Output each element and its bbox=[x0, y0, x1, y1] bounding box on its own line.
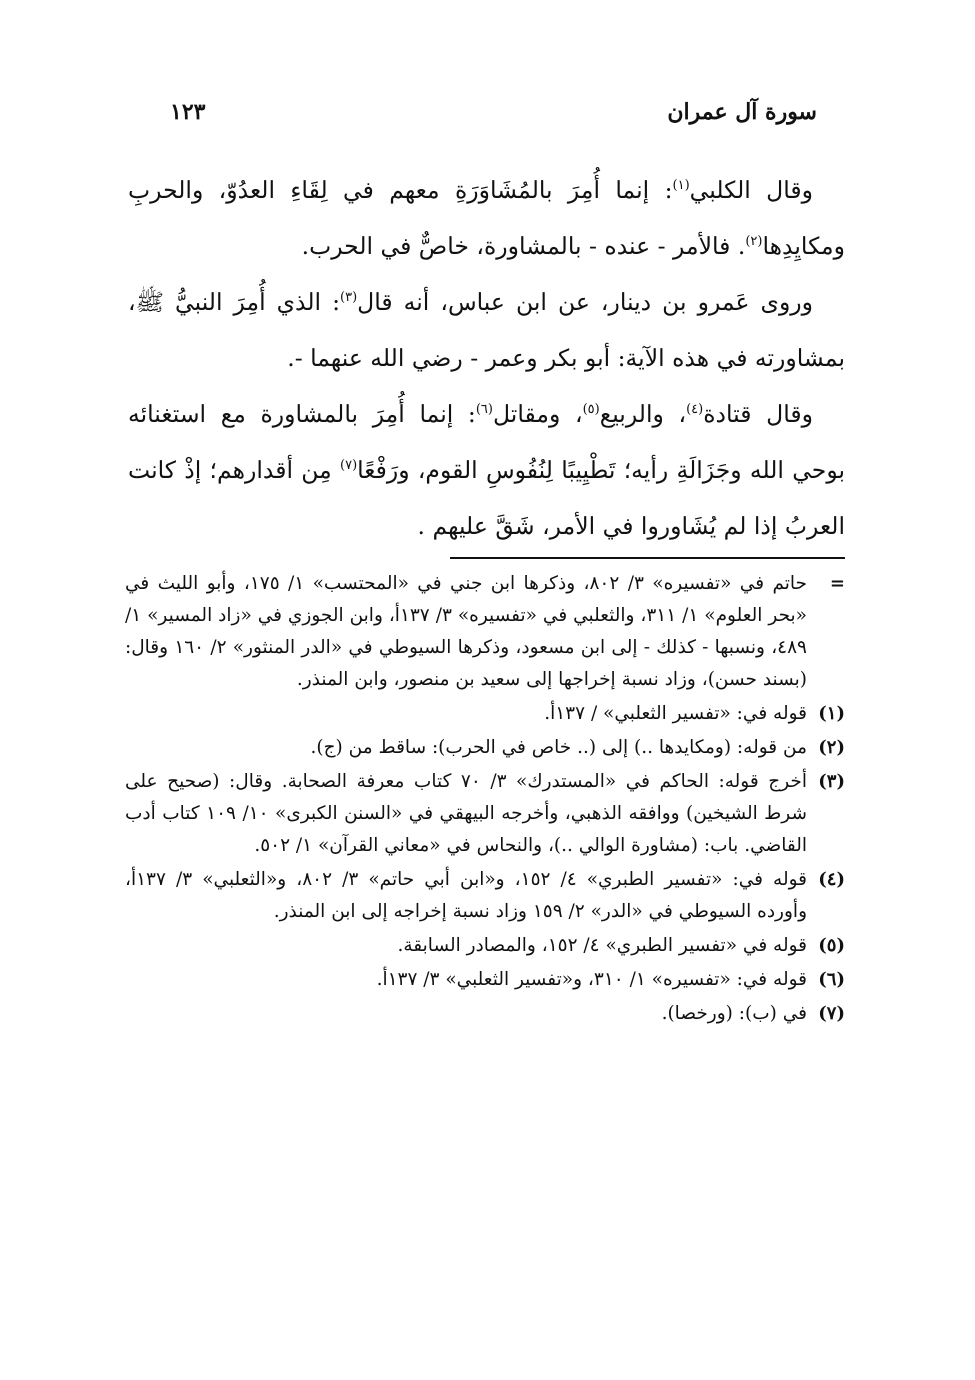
paragraph-3 bbox=[128, 386, 845, 554]
paragraph-1 bbox=[128, 162, 845, 274]
surah-title: سورة آل عمران bbox=[667, 99, 817, 125]
footnote-ref-6[interactable]: (٦) bbox=[475, 402, 493, 418]
footnote-number: (١) bbox=[818, 703, 845, 724]
p3-a: وقال قتادة bbox=[703, 400, 813, 428]
footnote-text: قوله في: «تفسيره» ١/ ٣١٠، و«تفسير الثعلبي» ٣/ ١٣٧أ. bbox=[376, 969, 807, 990]
paragraph-2 bbox=[128, 274, 845, 386]
p3-c: ، ومقاتل bbox=[492, 400, 583, 428]
footnote-ref-2[interactable]: (٢) bbox=[745, 234, 763, 250]
footnote-number: (٢) bbox=[818, 737, 845, 758]
page-number: ١٢٣ bbox=[170, 99, 206, 125]
footnote-continuation bbox=[125, 568, 845, 696]
footnote-text: قوله في: «تفسير الطبري» ٤/ ١٥٢، و«ابن أبي حاتم» ٣/ ٨٠٢، و«الثعلبي» ٣/ ١٣٧أ، وأورده السيوطي في «الدر» ٢/ ١٥٩ وزاد نسبة إخراجه إلى ابن المنذر. bbox=[125, 869, 808, 922]
footnote-text: من قوله: (ومكايدها ..) إلى (.. خاص في الحرب): ساقط من (ج). bbox=[310, 737, 807, 758]
footnote-ref-3[interactable]: (٣) bbox=[340, 290, 358, 306]
footnote-ref-5[interactable]: (٥) bbox=[582, 402, 600, 418]
footnote-ref-1[interactable]: (١) bbox=[672, 178, 690, 194]
p2-after: : الذي أُمِرَ النبيُّ ﷺ، بمشاورته في هذه الآية: أبو بكر وعمر - رضي الله عنهما -. bbox=[128, 288, 845, 372]
footnote-text: قوله في: «تفسير الثعلبي» / ١٣٧أ. bbox=[544, 703, 807, 724]
footnote-number: (٣) bbox=[818, 771, 845, 792]
footnote-6 bbox=[125, 964, 845, 996]
footnote-3 bbox=[125, 766, 845, 862]
page-header bbox=[170, 92, 817, 132]
footnote-number: (٤) bbox=[818, 869, 845, 890]
footnote-1 bbox=[125, 698, 845, 730]
footnote-2 bbox=[125, 732, 845, 764]
p1-before: وقال الكلبي bbox=[689, 176, 813, 204]
p2-before: وروى عَمرو بن دينار، عن ابن عباس، أنه قال bbox=[357, 288, 813, 316]
continuation-text: حاتم في «تفسيره» ٣/ ٨٠٢، وذكرها ابن جني في «المحتسب» ١/ ١٧٥، وأبو الليث في «بحر العلوم» ١/ ٣١١، والثعلبي في «تفسيره» ٣/ ١٣٧أ، وابن الجوزي في «زاد المسير» ١/ ٤٨٩، ونسبها - كذلك - إلى ابن مسعود، وذكرها السيوطي في «الدر المنثور» ٢/ ١٦٠ وقال: (بسند حسن)، وزاد نسبة إخراجها إلى سعيد بن منصور، وابن المنذر. bbox=[125, 573, 807, 690]
p3-d: : إنما أُمِرَ بالمشاورة مع استغنائه بوحي الله وجَزَالَةِ رأيه؛ تَطْيِيبًا لِنُفُوسِ القوم، ورَفْعًا bbox=[128, 400, 845, 484]
p3-b: ، والربيع bbox=[599, 400, 687, 428]
footnote-ref-4[interactable]: (٤) bbox=[686, 402, 704, 418]
p1-mid: : إنما أُمِرَ بالمُشَاوَرَةِ معهم في لِقَاءِ العدُوّ، والحربِ ومكايِدِها bbox=[128, 176, 845, 260]
p3-e: مِن أقدارهم؛ إذْ كانت العربُ إذا لم يُشَاوروا في الأمر، شَقَّ عليهم . bbox=[128, 456, 845, 540]
footnote-ref-7[interactable]: (٧) bbox=[340, 458, 358, 474]
footnote-text: في (ب): (ورخصا). bbox=[661, 1003, 807, 1024]
footnote-4 bbox=[125, 864, 845, 928]
footnotes bbox=[125, 568, 845, 1032]
continuation-marker: = bbox=[829, 573, 845, 594]
footnote-text: قوله في «تفسير الطبري» ٤/ ١٥٢، والمصادر السابقة. bbox=[397, 935, 807, 956]
footnote-text: أخرج قوله: الحاكم في «المستدرك» ٣/ ٧٠ كتاب معرفة الصحابة. وقال: (صحيح على شرط الشيخين) ووافقه الذهبي، وأخرجه البيهقي في «السنن الكبرى» ١٠/ ١٠٩ كتاب أدب القاضي. باب: (مشاورة الوالي ..)، والنحاس في «معاني القرآن» ١/ ٥٠٢. bbox=[125, 771, 808, 856]
footnote-7 bbox=[125, 998, 845, 1030]
footnote-number: (٥) bbox=[818, 935, 845, 956]
main-text bbox=[128, 162, 845, 554]
footnote-5 bbox=[125, 930, 845, 962]
p1-after: . فالأمر - عنده - بالمشاورة، خاصٌّ في الحرب. bbox=[301, 232, 746, 260]
footnote-number: (٦) bbox=[818, 969, 845, 990]
footnote-number: (٧) bbox=[818, 1003, 845, 1024]
footnote-separator bbox=[450, 557, 845, 559]
